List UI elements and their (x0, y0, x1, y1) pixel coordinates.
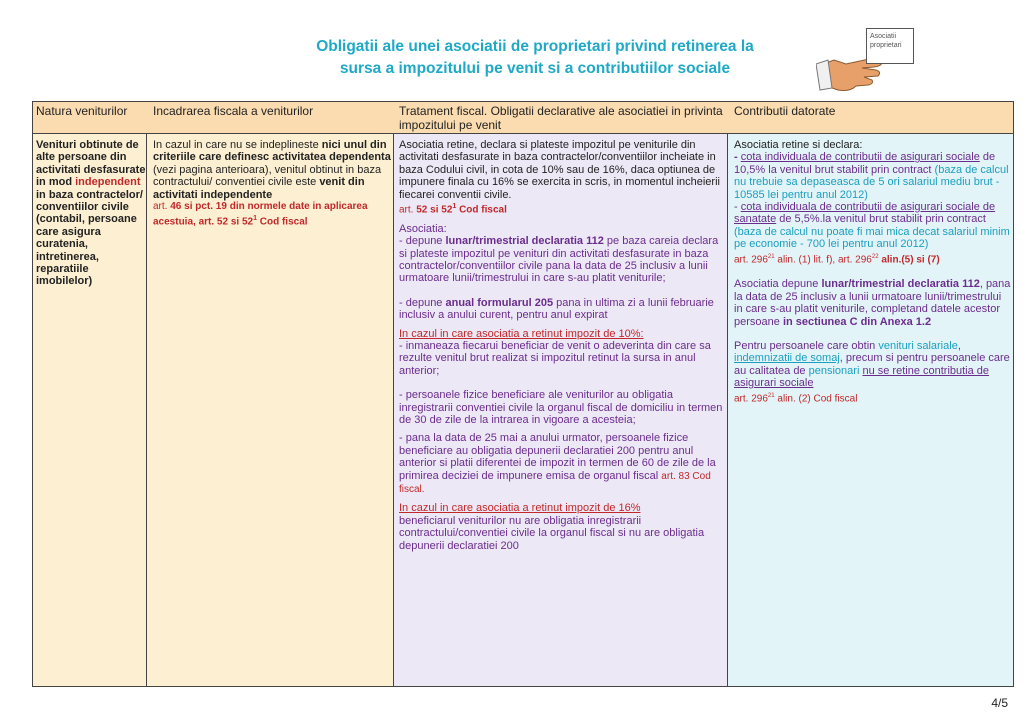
contributii-cass (734, 201, 1012, 251)
tratament-bullet-112 (399, 235, 725, 285)
contributii-ref2-b: alin. (2) Cod fiscal (774, 392, 858, 404)
tratament-case16-text: beneficiarul veniturilor nu are obligatia inregistrarii contractului/conventiei civile la organul fiscal si nu are obligatia depunerii declaratiei 200 (399, 514, 705, 552)
tratament-ref1-sup: 1 (452, 203, 457, 211)
contributii-ref1-b: alin. (1) lit. f), art. 296 (774, 253, 872, 265)
tratament-ref1 (399, 201, 725, 217)
contributii-exceptii (734, 340, 1012, 390)
cell-contributii (734, 139, 1012, 405)
contributii-pf-h: nu se retine contributia de asigurari sociale (734, 364, 990, 390)
contributii-ref1-sup2: 22 (871, 253, 879, 260)
tratament-b2-b: anual formularul 205 (445, 296, 554, 309)
contributii-ref1-a: art. 296 (734, 253, 768, 265)
tratament-obligations (399, 223, 725, 552)
tratament-case-16: In cazul in care asociatia a retinut impozit de 16% (399, 502, 641, 515)
incadrarea-reference (153, 201, 391, 229)
tratament-b2-c: pana in ultima zi a lunii februarie inclusiv a anului curent, pentru anul expirat (399, 296, 714, 322)
contributii-ref1-c: alin.(5) si (7) (878, 253, 940, 265)
contributii-dep-d: in sectiunea C din Anexa 1.2 (782, 315, 932, 328)
tratament-b1-a: - depune (399, 235, 446, 248)
tratament-b1-c: pe baza careia declara si plateste impozitul pe venituri din activitati desfasurate in baza contractelor/conventiilor civile pana la data de 25 inclusiv a lunii urmatoare lunii/trimestrului in care s-au platit veniturile; (399, 235, 719, 285)
cell-natura (36, 139, 146, 288)
tratament-ref1-b: 52 si 52 (416, 204, 453, 216)
contributii-l2-u: cota individuala de contributii de asigurari sociale de sanatate (734, 201, 996, 226)
contributii-ref2-a: art. 296 (734, 392, 768, 404)
tratament-asociatia: Asociatia: (399, 222, 447, 235)
page-number: 4/5 (991, 696, 1008, 710)
tratament-case10-item1: - inmaneaza fiecarui beneficiar de venit o adeverinta din care sa rezulte venitul brut realizat si impozitul retinut la sursa in anul anterior; (399, 340, 711, 377)
contributii-pf-a: Pentru persoanele care obtin (734, 340, 879, 353)
header-incadrarea: Incadrarea fiscala a veniturilor (153, 104, 314, 118)
contributii-ref2 (734, 390, 1012, 406)
incadrarea-p1a: In cazul in care nu se indeplineste (153, 139, 322, 151)
contributii-l1-dash: - (734, 151, 741, 164)
contributii-cas (734, 151, 1012, 201)
logo-text: Asociatii proprietari (870, 33, 902, 49)
tratament-case10-item3 (399, 432, 725, 496)
obligations-table (32, 101, 1014, 687)
contributii-intro: Asociatia retine si declara: (734, 139, 863, 151)
contributii-l1-u: cota individuala de contributii de asigurari sociale (740, 151, 980, 164)
contributii-l2-dash: - (734, 201, 741, 214)
tratament-ref1-a: art. (399, 204, 417, 216)
contributii-dep-b: lunar/trimestrial declaratia 112 (821, 278, 980, 291)
tratament-case-10: In cazul in care asociatia a retinut impozit de 10%: (399, 327, 644, 340)
header-natura: Natura veniturilor (36, 104, 128, 118)
contributii-dep-a: Asociatia depune (734, 278, 822, 291)
table-header (33, 102, 1013, 134)
contributii-pf-b: venituri salariale (878, 340, 958, 353)
natura-text-b: in baza contractelor/ conventiilor civile (contabil, persoane care asigura curatenia, intretinerea, reparatiile imobilelor) (36, 188, 143, 288)
natura-text-a: Venituri obtinute de alte persoane din activitati desfasurate in mod (36, 139, 146, 189)
incadrarea-ref-b: 46 si pct. 19 din normele date in aplicarea acestuia, art. 52 si 52 (153, 201, 368, 228)
tratament-p1: Asociatia retine, declara si plateste impozitul pe veniturile din activitati desfasurate in baza contractelor/conventiilor incheiate in baza Codului civil, in cota de 10% sau de 16%, daca optiunea de impunere finala cu 16% se exercita in scris, in momentul incheierii fiecarei conventii civile. (399, 139, 720, 201)
natura-independent: independent (75, 176, 141, 189)
page-title (250, 36, 820, 80)
logo-sign (866, 28, 914, 64)
contributii-ref2-sup: 21 (767, 392, 775, 399)
contributii-l1-rest: de 10,5% la venitul brut stabilit prin contract (734, 151, 996, 176)
incadrarea-paragraph (153, 139, 391, 201)
incadrarea-p1d: venit din activitati independente (153, 176, 365, 201)
incadrarea-ref-a: art. (153, 201, 171, 213)
header-contributii: Contributii datorate (734, 104, 836, 118)
incadrarea-p1b: nici unul din criteriile care definesc activitatea dependenta (153, 139, 391, 164)
header-tratament: Tratament fiscal. Obligatii declarative ale asociatiei in privinta impozitului pe venit (399, 104, 723, 132)
tratament-case10-item2: - persoanele fizice beneficiare ale veniturilor au obligatia inregistrarii conventiei civile la organul fiscal de domiciliu in termen de 30 de zile de la intrarea in vigoare a acesteia; (399, 389, 723, 427)
incadrarea-ref-c: Cod fiscal (256, 216, 308, 228)
tratament-b2-a: - depune (399, 296, 446, 309)
contributii-pf-f: pensionari (808, 364, 860, 377)
contributii-l2-rest: de 5,5%.la venitul brut stabilit prin contract (776, 213, 986, 226)
contributii-l2-blue: (baza de calcul nu poate fi mai mica decat salariul minim pe economie - 700 lei pentru anul 2012) (734, 225, 1010, 251)
contributii-ref1-sup1: 21 (767, 253, 775, 260)
contributii-l1-blue: (baza de calcul nu trebuie sa depaseasca de 5 ori salariul mediu brut - 10585 lei pentru anul 2012) (734, 163, 1009, 201)
contributii-pf-e: , precum si pentru persoanele care au calitatea de (734, 352, 1010, 377)
tratament-b1-b: lunar/trimestrial declaratia 112 (445, 235, 604, 248)
tratament-bullet-205 (399, 297, 725, 322)
tratament-c10-3-ref: art. 83 Cod fiscal. (399, 470, 711, 496)
contributii-pf-c: , (957, 340, 961, 353)
incadrarea-ref-sup: 1 (253, 215, 257, 223)
title-line-2: sursa a impozitului pe venit si a contributiilor sociale (339, 60, 731, 77)
tratament-c10-3: - pana la data de 25 mai a anului urmator, persoanele fizice beneficiare au obligatia depunerii declaratiei 200 pentru anul anterior si platii diferentei de impozit in termen de 60 de zile de la primirea deciziei de impunere emisa de organul fiscal (399, 432, 716, 482)
contributii-pf-d: indemnizatii de somaj (734, 352, 840, 365)
contributii-ref1 (734, 251, 1012, 267)
contributii-dep-c: , pana la data de 25 inclusiv a lunii urmatoare lunii/trimestrului in care s-au platit veniturile, completand datele acestor persoane (734, 278, 1011, 328)
incadrarea-p1c: (vezi pagina anterioara), venitul obtinut in baza contractului/ conventiei civile este (153, 163, 382, 189)
cell-incadrarea (153, 139, 391, 229)
tratament-ref1-c: Cod fiscal (456, 204, 507, 216)
contributii-depune (734, 278, 1012, 328)
cell-tratament (399, 139, 725, 552)
title-line-1: Obligatii ale unei asociatii de proprietari privind retinerea la (316, 38, 754, 55)
